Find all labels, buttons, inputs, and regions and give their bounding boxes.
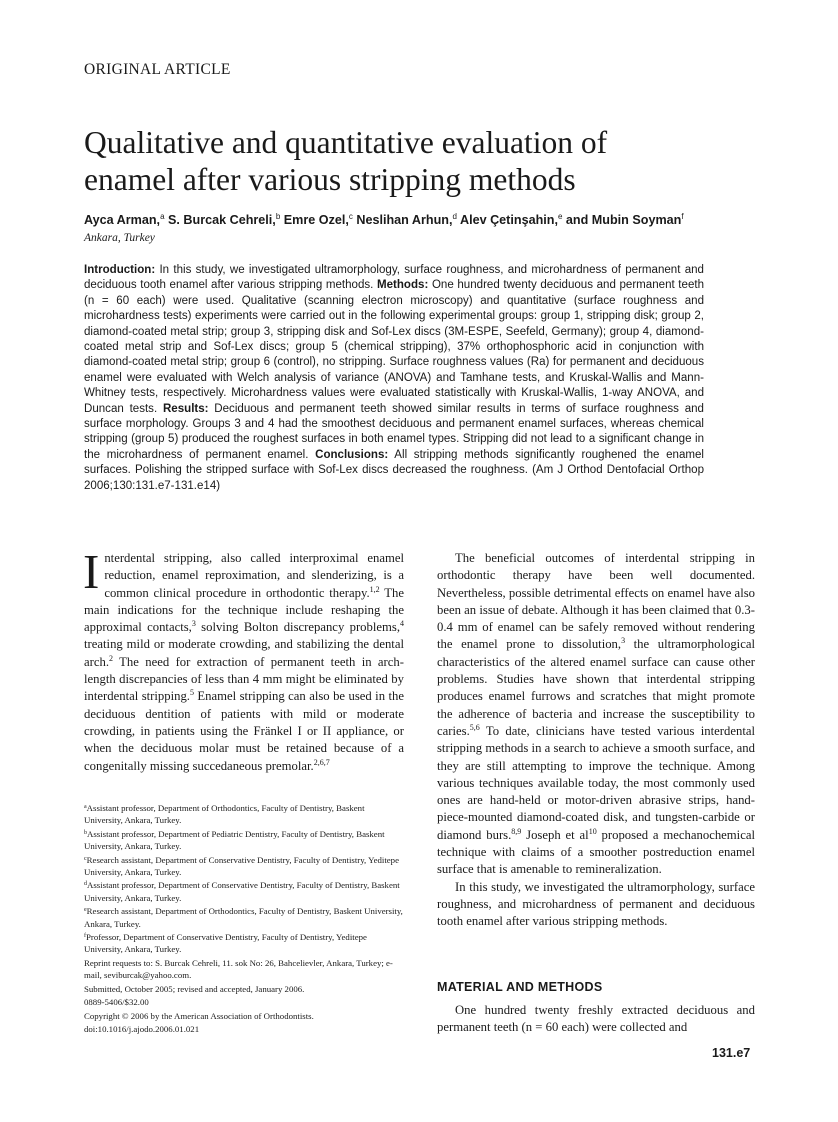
footnote: [84, 802, 404, 827]
author-affil-mark: d: [452, 212, 457, 221]
author-name: S. Burcak Cehreli,: [168, 213, 276, 227]
citation-ref[interactable]: 2,6,7: [313, 757, 330, 767]
footnote: [84, 828, 404, 853]
body-text: solving Bolton discrepancy problems,: [195, 620, 400, 635]
footnote-mark: a: [84, 804, 87, 810]
citation-ref[interactable]: 3: [191, 619, 196, 629]
citation-ref[interactable]: 1,2: [369, 584, 380, 594]
citation-ref[interactable]: 8,9: [511, 826, 522, 836]
footnote-text: Research assistant, Department of Conservative Dentistry, Faculty of Dentistry, Yeditepe University, Ankara, Turkey.: [84, 854, 399, 878]
footnote-text: Assistant professor, Department of Orthodontics, Faculty of Dentistry, Baskent University, Ankara, Turkey.: [84, 803, 365, 826]
abstract-results-label: Results:: [162, 402, 209, 415]
body-text: The main indications for the technique include reshaping the approximal contacts,: [84, 585, 404, 635]
footnote-mark: b: [84, 829, 87, 836]
body-text: Joseph et al: [521, 827, 589, 842]
author-name: Emre Ozel,: [283, 213, 349, 227]
abstract-conclusions-label: Conclusions:: [315, 448, 389, 461]
author-affil-mark: a: [160, 212, 165, 221]
footnote-mark: d: [84, 881, 87, 888]
citation-ref[interactable]: 4: [400, 619, 404, 629]
author-name: and Mubin Soyman: [565, 213, 682, 227]
author-affil-mark: e: [557, 212, 563, 221]
abstract-conclusions-text: All stripping methods significantly roughened the enamel surfaces. Polishing the stripped surface with Sof-Lex discs decreased the roughness. (Am J Orthod Dentofacial Orthop 2006;130:131.e7-131.e14): [84, 448, 704, 492]
title-line-1: Qualitative and quantitative evaluation of: [84, 125, 608, 160]
body-text: nterdental stripping, also called interproximal enamel reduction, enamel reproximation, and slenderizing, is a common clinical procedure in orthodontic therapy.: [104, 551, 404, 600]
body-text: treating mild or moderate crowding, and stabilizing the dental arch.: [84, 637, 404, 669]
author-name: Neslihan Arhun,: [356, 213, 453, 227]
abstract-methods-text: One hundred twenty deciduous and permanent teeth (n = 60 each) were used. Qualitative (scanning electron microscopy) and quantitative (surface roughness and microhardness tests) experiments were carried out in the following experimental groups: group 1, stripping disk; group 2, diamond-coated metal strip; group 3, stripping disk and Sof-Lex discs (3M-ESPE, Seefeld, Germany); group 4, diamond-coated metal strip and Sof-Lex discs; group 5 (chemical stripping), 37% orthophosphoric acid in conjunction with diamond-coated metal strip; group 6 (control), no stripping. Surface roughness values (Ra) for permanent and deciduous enamel were evaluated with Welch analysis of variance (ANOVA) and Tamhane tests, and Kruskal-Wallis and Mann-Whitney tests, respectively. Microhardness values were evaluated statistically with Kruskal-Wallis, 1-way ANOVA, and Duncan tests.: [84, 279, 704, 415]
body-text: proposed a mechanochemical technique with claims of a smoother postreduction enamel surface that is amenable to remineralization.: [437, 827, 755, 877]
citation-ref[interactable]: 2: [109, 653, 114, 663]
abstract: [84, 263, 704, 494]
footnote: [84, 879, 404, 904]
article-type-label: ORIGINAL ARTICLE: [84, 61, 231, 78]
abstract-intro-label: Introduction:: [84, 264, 156, 276]
author-affil-mark: b: [275, 212, 281, 221]
footnote-text: Professor, Department of Conservative Dentistry, Faculty of Dentistry, Yeditepe University, Ankara, Turkey.: [84, 932, 367, 955]
copyright-notice: Copyright © 2006 by the American Association of Orthodontists.: [84, 1010, 314, 1021]
body-paragraph: [437, 550, 755, 879]
author-affil-mark: c: [348, 212, 353, 221]
footnote-text: Assistant professor, Department of Pediatric Dentistry, Faculty of Dentistry, Baskent University, Ankara, Turkey.: [84, 828, 385, 852]
body-text: The need for extraction of permanent teeth in arch-length discrepancies of less than 4 mm might be eliminated by interdental stripping.: [84, 654, 404, 704]
issn-price: 0889-5406/$32.00: [84, 997, 149, 1008]
reprint-info: Reprint requests to: S. Burcak Cehreli, 11. sok No: 26, Bahcelievler, Ankara, Turkey; e-mail, seviburcak@yahoo.com.: [84, 957, 393, 981]
body-text: The beneficial outcomes of interdental stripping in orthodontic therapy have been well documented. Nevertheless, possible detrimental effects on enamel have also been an issue of debate. Although it has been claimed that 0.3-0.4 mm of enamel can be safely removed without rendering the enamel prone to dissolution,: [437, 551, 755, 652]
abstract-intro-text: In this study, we investigated ultramorphology, surface roughness, and microhardness of permanent and deciduous tooth enamel after various stripping methods.: [84, 264, 704, 292]
section-heading: MATERIAL AND METHODS: [437, 980, 603, 994]
body-text: the ultramorphological characteristics of the altered enamel surface can cause other problems. Studies have shown that interdental stripping produces enamel furrows and scratches that might promote the adherence of bacteria and increase the susceptibility to caries.: [437, 637, 755, 738]
author-location: Ankara, Turkey: [84, 232, 155, 244]
drop-cap: I: [83, 544, 100, 599]
body-text: Enamel stripping can also be used in the deciduous dentition of patients with mild or moderate crowding, in patients using the Fränkel I or II appliance, or when the deciduous molar must be retained because of a congenitally missing succedaneous premolar.: [84, 689, 404, 773]
author-list: [84, 212, 774, 227]
abstract-results-text: Deciduous and permanent teeth showed similar results in terms of surface roughness and surface morphology. Groups 3 and 4 had the smoothest deciduous and permanent enamel surfaces, whereas chemical stripping (group 5) produced the roughest surfaces in both enamel types. Stripping did not lead to a significant change in the microhardness of permanent enamel.: [84, 402, 704, 461]
footnote-text: Assistant professor, Department of Conservative Dentistry, Faculty of Dentistry, Baskent University, Ankara, Turkey.: [84, 880, 400, 903]
citation-ref[interactable]: 3: [621, 636, 626, 646]
author-name: Ayca Arman,: [84, 213, 161, 227]
body-paragraph: In this study, we investigated the ultramorphology, surface roughness, and microhardness of permanent and deciduous tooth enamel after various stripping methods.: [437, 879, 755, 929]
page-number: 131.e7: [712, 1046, 751, 1060]
citation-ref[interactable]: 5,6: [469, 722, 480, 732]
footnote: [84, 854, 404, 879]
footnote: [84, 931, 404, 956]
footnote-text: Research assistant, Department of Orthodontics, Faculty of Dentistry, Baskent University, Ankara, Turkey.: [84, 906, 403, 929]
affiliation-footnotes: [84, 802, 404, 1036]
footnote-mark: c: [84, 855, 87, 862]
footnote-mark: f: [84, 933, 86, 940]
footnote: [84, 905, 404, 930]
citation-ref[interactable]: 5: [189, 688, 194, 698]
body-paragraph: One hundred twenty freshly extracted deciduous and permanent teeth (n = 60 each) were collected and: [437, 1003, 755, 1035]
citation-ref[interactable]: 10: [588, 826, 597, 836]
author-affil-mark: f: [681, 212, 684, 221]
body-right-column: [437, 550, 755, 931]
submission-dates: Submitted, October 2005; revised and accepted, January 2006.: [84, 983, 305, 994]
footnote-mark: e: [84, 907, 87, 914]
body-left-column: [83, 544, 404, 775]
body-text: To date, clinicians have tested various interdental stripping methods in a search to achieve a smooth surface, and they are still attempting to improve the technique. Among various techniques available today, the most commonly used ones are hand-held or motor-driven abrasive strips, hand-piece-mounted diamond-coated disk, and tungsten-carbide or diamond burs.: [437, 723, 755, 842]
title-line-2: enamel after various stripping methods: [84, 162, 576, 197]
intro-paragraph: [83, 544, 404, 775]
author-name: Alev Çetinşahin,: [459, 213, 558, 227]
article-title: [84, 124, 764, 198]
abstract-methods-label: Methods:: [376, 279, 429, 292]
doi-link[interactable]: doi:10.1016/j.ajodo.2006.01.021: [84, 1023, 200, 1034]
